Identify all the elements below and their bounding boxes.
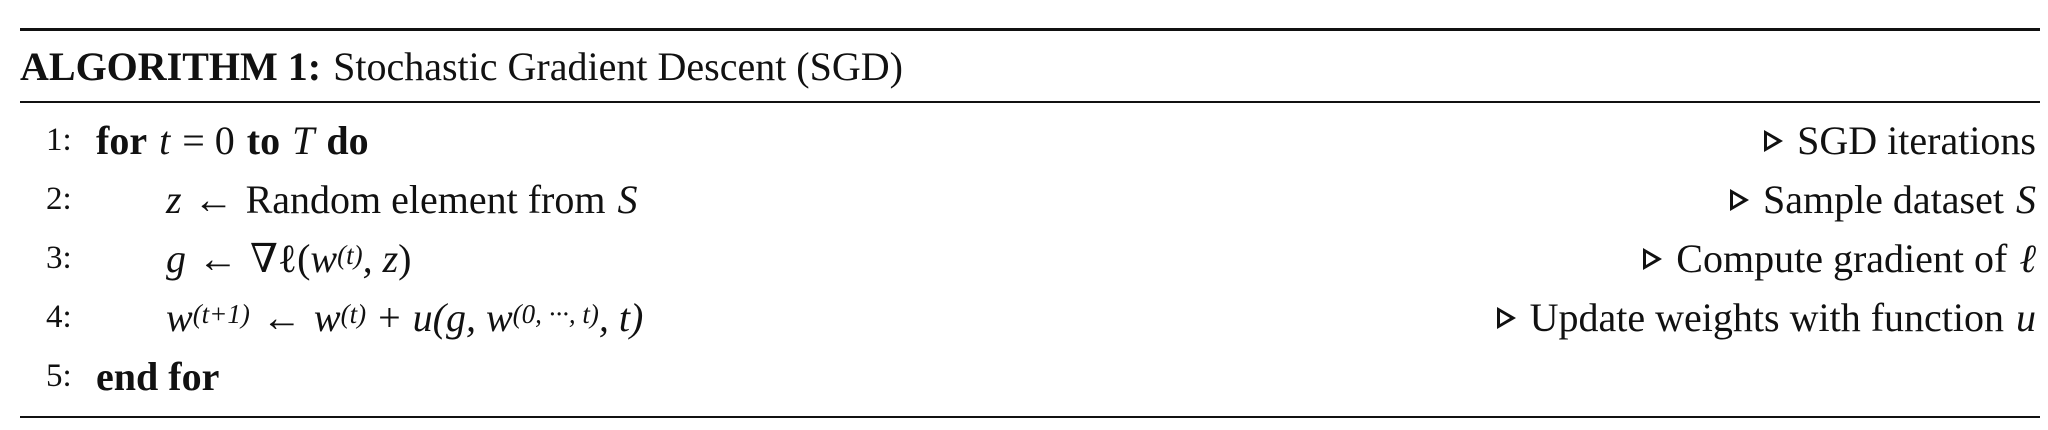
gradient-loss: ∇ℓ( — [250, 236, 311, 281]
keyword-end-for: end for — [96, 354, 220, 399]
algorithm-line-5 — [20, 347, 2040, 406]
comment-text: Sample dataset — [1762, 177, 2004, 222]
keyword-to: to — [246, 118, 281, 163]
argument-z: , z — [362, 236, 399, 281]
line-number: 3: — [46, 240, 72, 276]
variable-S: S — [617, 177, 638, 222]
algorithm-line-1 — [20, 111, 2040, 170]
comment-triangle-icon — [1497, 307, 1516, 329]
variable-w-rhs: w — [313, 295, 341, 340]
comment-text: Update weights with function — [1529, 295, 2004, 340]
algorithm-line-2 — [20, 170, 2040, 229]
variable-w: w — [310, 236, 338, 281]
variable-z: z — [166, 177, 182, 222]
comment-variable-u: u — [2016, 295, 2036, 340]
equals-zero: = 0 — [182, 118, 235, 163]
variable-w-lhs: w — [166, 295, 193, 340]
assign-arrow: ← — [193, 177, 234, 222]
algorithm-block — [20, 28, 2040, 418]
statement-text: Random element from — [245, 177, 606, 222]
caption-label: ALGORITHM 1: — [20, 43, 322, 89]
line-number: 4: — [46, 299, 72, 335]
line-number: 5: — [46, 358, 72, 394]
line-comment — [1497, 288, 2036, 347]
algorithm-line-3: 3: g ← ∇ℓ( w $^{(t)}$ , z ) Compute gradient of ℓ — [20, 229, 2040, 288]
algorithm-caption — [20, 31, 2040, 101]
line-comment — [1643, 229, 2036, 288]
assign-arrow: ← — [261, 295, 302, 340]
variable-g: g — [166, 236, 186, 281]
algorithm-line-4: 4: w $^{(t+1)}$ ← w $^{(t)}$ + u(g, w $^{(0, \cdot\cdot\cdot, t)}$ , t) Update weights with function u — [20, 288, 2040, 347]
line-comment — [1730, 170, 2036, 229]
variable-t: t — [159, 118, 171, 163]
assign-arrow: ← — [198, 236, 238, 281]
update-function-call: u(g, w — [412, 295, 513, 340]
line-number: 2: — [46, 181, 72, 217]
algorithm-body — [20, 103, 2040, 416]
comment-triangle-icon — [1730, 189, 1749, 211]
line-number: 1: — [46, 122, 72, 158]
update-function-tail: , t) — [598, 295, 644, 340]
comment-triangle-icon — [1643, 248, 1662, 270]
plus-sign: + — [378, 295, 401, 340]
comment-text: Compute gradient of — [1676, 236, 2008, 281]
keyword-for: for — [96, 118, 148, 163]
comment-text: SGD iterations — [1797, 118, 2036, 163]
variable-T: T — [292, 118, 315, 163]
comment-variable-ell: ℓ — [2019, 236, 2036, 281]
line-comment — [1764, 111, 2036, 170]
keyword-do: do — [326, 118, 369, 163]
caption-title: Stochastic Gradient Descent (SGD) — [333, 43, 903, 89]
close-paren: ) — [398, 236, 412, 281]
comment-variable-S: S — [2016, 177, 2036, 222]
comment-triangle-icon — [1764, 130, 1783, 152]
bottom-rule — [20, 416, 2040, 418]
